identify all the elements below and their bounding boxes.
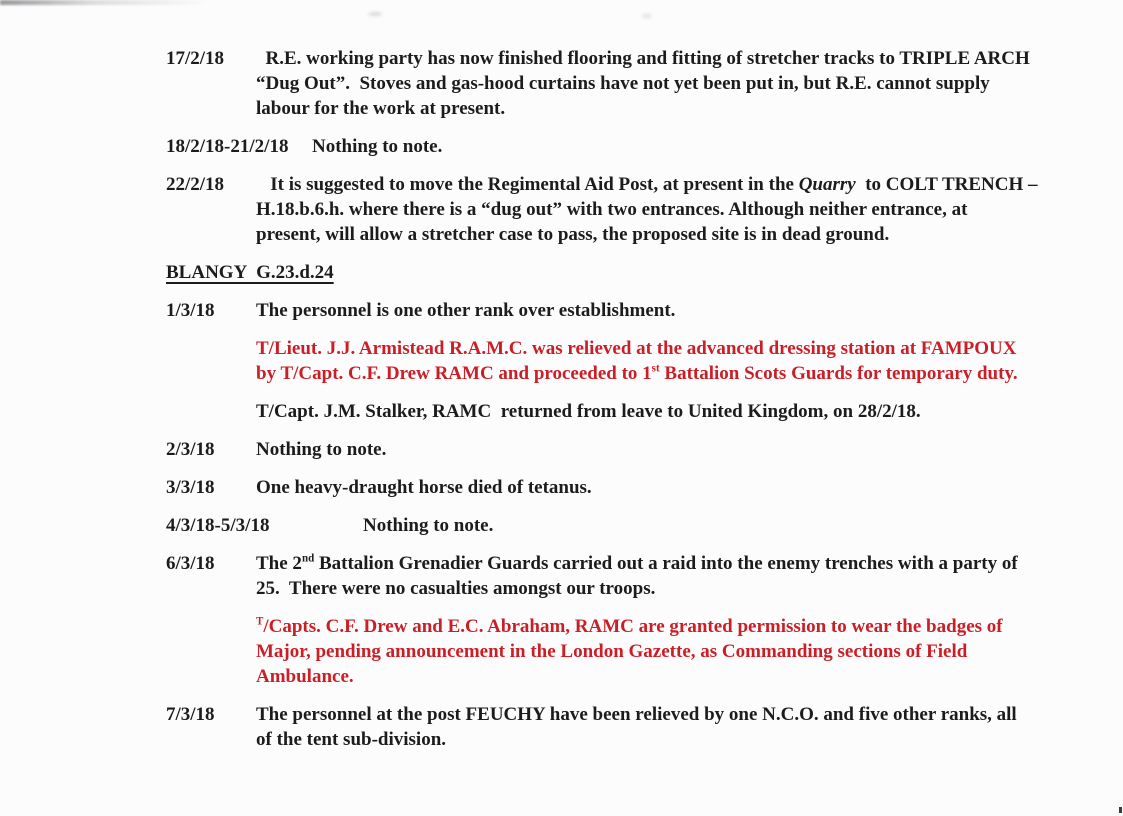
entry-line: Nothing to note.	[363, 515, 494, 536]
entry-date: 18/2/18-21/2/18	[166, 136, 289, 157]
entry-line: Nothing to note.	[256, 439, 387, 460]
diary-entry	[166, 298, 1106, 323]
entry-date: 3/3/18	[166, 477, 215, 498]
entry-line: T/Lieut. J.J. Armistead R.A.M.C. was relieved at the advanced dressing station at FAMPOUX	[256, 338, 1017, 359]
diary-entry	[166, 437, 1106, 462]
diary-entry	[166, 399, 1106, 424]
entry-line: T/Capt. J.M. Stalker, RAMC returned from leave to United Kingdom, on 28/2/18.	[256, 401, 921, 422]
entry-body	[166, 260, 1106, 285]
italic-text: Quarry	[798, 174, 856, 195]
entry-date: 17/2/18	[166, 48, 225, 69]
entry-line: “Dug Out”. Stoves and gas-hood curtains have not yet been put in, but R.E. cannot supply	[256, 73, 990, 94]
entry-date: 7/3/18	[166, 704, 215, 725]
diary-entries	[166, 46, 1106, 765]
entry-body	[256, 336, 1106, 386]
diary-entry	[166, 134, 1106, 159]
entry-line: R.E. working party has now finished flooring and fitting of stretcher tracks to TRIPLE ARCH	[256, 48, 1030, 69]
diary-entry	[166, 46, 1106, 121]
entry-line: 25. There were no casualties amongst our troops.	[256, 578, 656, 599]
entry-body	[256, 46, 1106, 121]
entry-body	[256, 399, 1106, 424]
entry-body	[256, 614, 1106, 689]
diary-entry	[166, 702, 1106, 752]
entry-line: It is suggested to move the Regimental Aid Post, at present in the Quarry to COLT TRENCH –	[256, 174, 1038, 195]
entry-date: 1/3/18	[166, 300, 215, 321]
entry-line: Ambulance.	[256, 666, 354, 687]
entry-line: labour for the work at present.	[256, 98, 506, 119]
entry-line: One heavy-draught horse died of tetanus.	[256, 477, 592, 498]
entry-line: Major, pending announcement in the London Gazette, as Commanding sections of Field	[256, 641, 968, 662]
entry-body	[256, 172, 1106, 247]
entry-date: 4/3/18-5/3/18	[166, 515, 270, 536]
entry-line: The personnel is one other rank over establishment.	[256, 300, 676, 321]
entry-line: of the tent sub-division.	[256, 729, 447, 750]
scan-speck-bottom-right	[1119, 807, 1122, 813]
diary-entry	[166, 614, 1106, 689]
entry-line: present, will allow a stretcher case to pass, the proposed site is in dead ground.	[256, 224, 890, 245]
entry-line: BLANGY G.23.d.24	[166, 262, 334, 283]
entry-line: $^T$/Capts. C.F. Drew and E.C. Abraham, RAMC are granted permission to wear the badges of	[256, 615, 1003, 637]
entry-line: H.18.b.6.h. where there is a “dug out” with two entrances. Although neither entrance, at	[256, 199, 968, 220]
diary-entry	[166, 475, 1106, 500]
entry-line: Nothing to note.	[312, 136, 443, 157]
superscript-text: T	[256, 615, 264, 628]
entry-date: 2/3/18	[166, 439, 215, 460]
entry-line: The personnel at the post FEUCHY have been relieved by one N.C.O. and five other ranks, all	[256, 704, 1017, 725]
entry-body	[256, 702, 1106, 752]
diary-entry	[166, 513, 1106, 538]
entry-body	[256, 551, 1106, 601]
scan-speck	[368, 12, 382, 16]
entry-body	[363, 513, 1106, 538]
entry-body	[312, 134, 1106, 159]
entry-body	[256, 437, 1106, 462]
entry-line: The 2nd Battalion Grenadier Guards carried out a raid into the enemy trenches with a party of	[256, 552, 1018, 574]
entry-date: 22/2/18	[166, 174, 225, 195]
superscript-text: st	[651, 362, 660, 375]
diary-entry	[166, 336, 1106, 386]
entry-body	[256, 298, 1106, 323]
diary-entry	[166, 551, 1106, 601]
section-heading	[166, 260, 1106, 285]
diary-entry	[166, 172, 1106, 247]
entry-line: by T/Capt. C.F. Drew RAMC and proceeded to 1st Battalion Scots Guards for temporary duty.	[256, 362, 1018, 384]
scan-speck	[642, 14, 652, 18]
entry-body	[256, 475, 1106, 500]
scan-smudge-top-left	[0, 0, 210, 5]
entry-date: 6/3/18	[166, 553, 215, 574]
superscript-text: nd	[301, 552, 315, 565]
